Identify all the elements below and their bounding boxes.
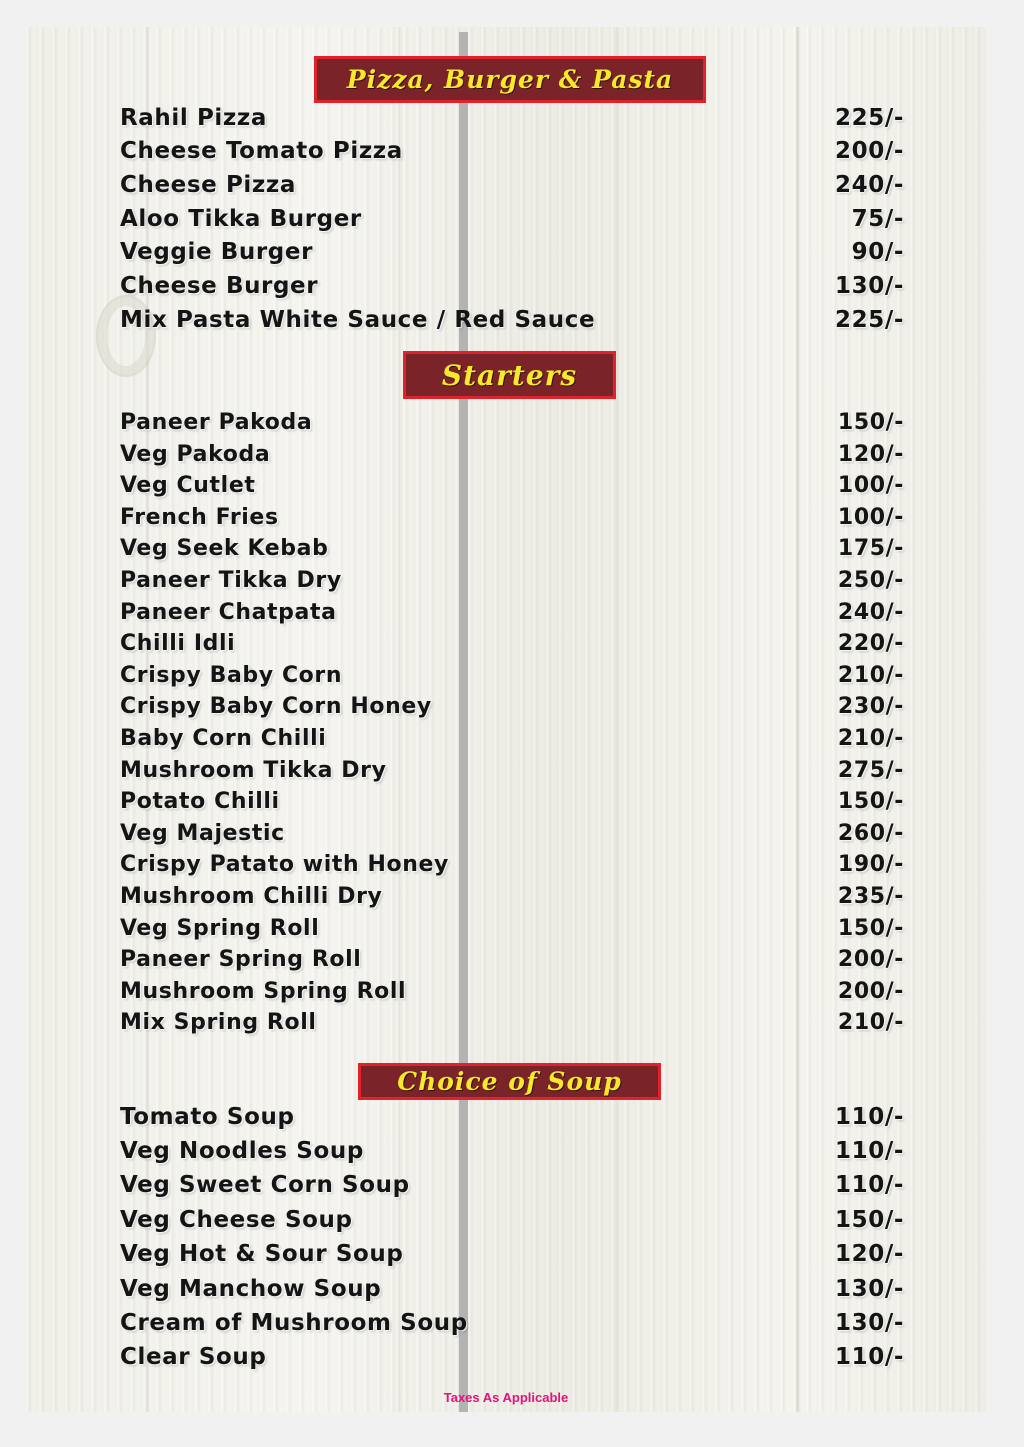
menu-item — [120, 1272, 904, 1305]
menu-item-name: French Fries — [120, 504, 279, 530]
menu-item-name: Chilli Idli — [120, 631, 236, 657]
menu-item-name: Veg Manchow Soup — [120, 1275, 382, 1302]
menu-item — [120, 849, 904, 880]
menu-item — [120, 597, 904, 628]
menu-item-name: Potato Chilli — [120, 789, 280, 815]
menu-item-price: 190/- — [837, 852, 904, 878]
menu-item-name: Crispy Baby Corn Honey — [120, 694, 432, 720]
menu-item-name: Tomato Soup — [120, 1103, 295, 1130]
menu-item-price: 225/- — [835, 104, 904, 131]
menu-item-price: 240/- — [835, 171, 904, 198]
menu-item-name: Mushroom Spring Roll — [120, 978, 407, 1004]
menu-item — [120, 818, 904, 849]
menu-item-price: 200/- — [835, 138, 904, 165]
menu-item-price: 110/- — [835, 1344, 904, 1371]
menu-item-name: Veggie Burger — [120, 239, 314, 266]
menu-item — [120, 407, 904, 438]
menu-item — [120, 1306, 904, 1339]
menu-item-name: Crispy Baby Corn — [120, 662, 343, 688]
menu-item-name: Clear Soup — [120, 1344, 267, 1371]
taxes-note: Taxes As Applicable — [443, 1390, 569, 1405]
menu-item — [120, 660, 904, 691]
menu-item-price: 150/- — [837, 410, 904, 435]
menu-item-price: 90/- — [851, 239, 904, 266]
menu-item-name: Cheese Burger — [120, 273, 319, 299]
menu-item-name: Veg Noodles Soup — [120, 1137, 364, 1164]
menu-item-name: Paneer Spring Roll — [120, 947, 362, 973]
menu-item-name: Cheese Tomato Pizza — [120, 138, 403, 165]
menu-item-price: 225/- — [835, 306, 904, 333]
menu-item-name: Mix Spring Roll — [120, 1010, 317, 1036]
menu-item-price: 210/- — [837, 662, 904, 688]
menu-item-price: 110/- — [835, 1137, 904, 1164]
section-banner-starters: Starters — [403, 351, 616, 399]
menu-item-name: Mix Pasta White Sauce / Red Sauce — [120, 306, 596, 333]
menu-item-name: Paneer Tikka Dry — [120, 568, 342, 593]
menu-item-price: 130/- — [835, 1309, 904, 1336]
menu-item-price: 120/- — [837, 441, 904, 467]
menu-item-name: Veg Cheese Soup — [120, 1206, 353, 1233]
menu-item — [120, 944, 904, 975]
menu-item-price: 120/- — [835, 1241, 904, 1268]
menu-item — [120, 168, 904, 201]
menu-item-name: Veg Hot & Sour Soup — [120, 1241, 404, 1268]
menu-item-name: Mushroom Chilli Dry — [120, 884, 383, 909]
menu-item-name: Cheese Pizza — [120, 171, 296, 198]
menu-item-name: Mushroom Tikka Dry — [120, 757, 387, 783]
menu-item — [120, 755, 904, 786]
menu-item — [120, 1169, 904, 1202]
menu-item — [120, 270, 904, 303]
menu-item — [120, 470, 904, 501]
menu-item-name: Cream of Mushroom Soup — [120, 1309, 468, 1336]
menu-item-price: 175/- — [837, 536, 904, 562]
menu-item-price: 110/- — [835, 1172, 904, 1199]
menu-item-price: 210/- — [837, 726, 904, 751]
menu-item — [120, 1134, 904, 1167]
menu-item — [120, 1007, 904, 1038]
menu-item — [120, 1100, 904, 1133]
menu-item — [120, 439, 904, 470]
menu-item-price: 130/- — [835, 273, 904, 299]
menu-item — [120, 236, 904, 269]
menu-item-price: 260/- — [837, 820, 904, 846]
section-banner-pizza-burger-pasta: Pizza, Burger & Pasta — [314, 56, 706, 103]
menu-item-price: 150/- — [837, 915, 904, 941]
menu-item — [120, 976, 904, 1007]
menu-item-price: 275/- — [837, 757, 904, 783]
menu-item-price: 210/- — [837, 1010, 904, 1036]
menu-item-price: 150/- — [837, 789, 904, 815]
menu-item — [120, 502, 904, 533]
menu-item-name: Paneer Pakoda — [120, 410, 313, 435]
menu-item — [120, 628, 904, 659]
menu-item-price: 220/- — [837, 631, 904, 657]
menu-item-price: 130/- — [835, 1275, 904, 1302]
menu-item-price: 230/- — [837, 694, 904, 720]
menu-item-name: Veg Cutlet — [120, 473, 256, 499]
menu-item — [120, 786, 904, 817]
menu-item — [120, 691, 904, 722]
menu-page — [26, 27, 986, 1412]
menu-item — [120, 565, 904, 596]
menu-item-name: Rahil Pizza — [120, 104, 268, 131]
menu-item-price: 150/- — [835, 1206, 904, 1233]
menu-item-price: 240/- — [837, 599, 904, 625]
menu-item — [120, 1238, 904, 1271]
menu-item — [120, 881, 904, 912]
menu-item-name: Veg Spring Roll — [120, 915, 320, 941]
menu-item-name: Baby Corn Chilli — [120, 726, 327, 751]
menu-item-name: Crispy Patato with Honey — [120, 852, 449, 878]
menu-item-price: 110/- — [835, 1103, 904, 1130]
menu-item — [120, 533, 904, 564]
menu-item-price: 75/- — [851, 205, 904, 232]
menu-item-price: 100/- — [837, 473, 904, 499]
menu-item — [120, 1203, 904, 1236]
menu-item-price: 235/- — [837, 884, 904, 909]
menu-item — [120, 135, 904, 168]
menu-item-price: 100/- — [837, 504, 904, 530]
menu-item-name: Veg Sweet Corn Soup — [120, 1172, 410, 1199]
menu-item-price: 200/- — [837, 978, 904, 1004]
menu-item — [120, 202, 904, 235]
menu-item — [120, 1341, 904, 1374]
menu-item-price: 250/- — [837, 568, 904, 593]
menu-item-name: Aloo Tikka Burger — [120, 205, 362, 232]
menu-item — [120, 723, 904, 754]
section-banner-choice-of-soup: Choice of Soup — [358, 1063, 661, 1100]
menu-item-name: Veg Pakoda — [120, 441, 271, 467]
menu-item — [120, 303, 904, 336]
menu-item-price: 200/- — [837, 947, 904, 973]
menu-item-name: Paneer Chatpata — [120, 599, 337, 625]
menu-item — [120, 101, 904, 134]
menu-item — [120, 913, 904, 944]
menu-item-name: Veg Seek Kebab — [120, 536, 329, 562]
menu-item-name: Veg Majestic — [120, 820, 285, 846]
